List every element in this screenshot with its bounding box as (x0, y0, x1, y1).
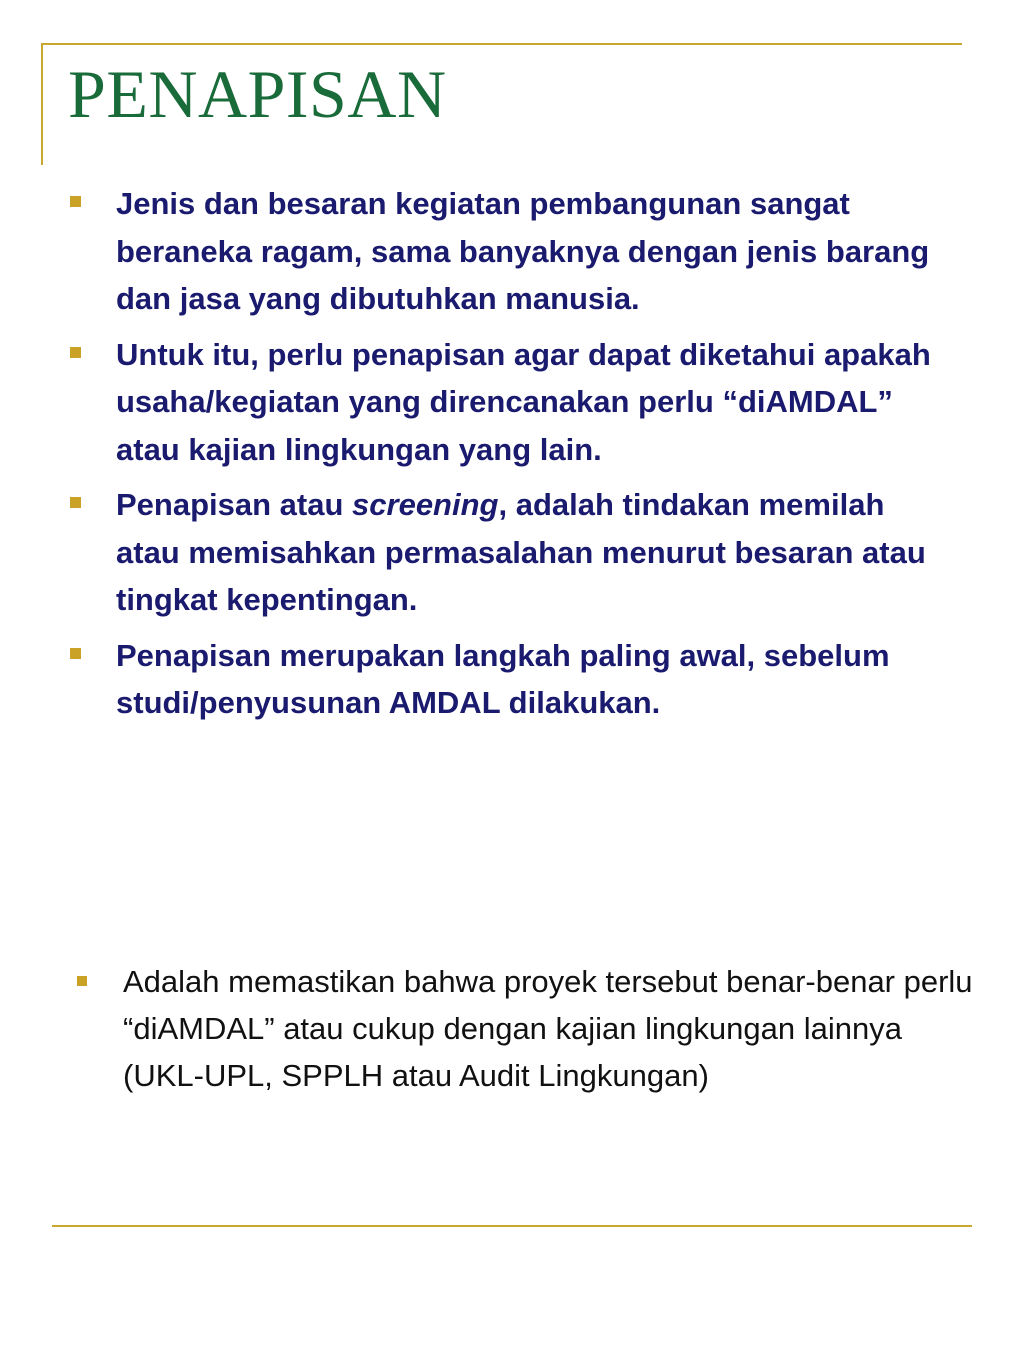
bullet-text: Jenis dan besaran kegiatan pembangunan sangat beraneka ragam, sama banyaknya dengan jenis barang dan jasa yang dibutuhkan manusia. (116, 186, 930, 316)
secondary-bullet-list (75, 958, 985, 1099)
title-left-rule (41, 43, 43, 165)
bullet-item (68, 180, 948, 323)
bullet-item (68, 632, 948, 727)
square-bullet-icon (70, 196, 81, 207)
bullet-text: Untuk itu, perlu penapisan agar dapat diketahui apakah usaha/kegiatan yang direncanakan perlu “diAMDAL” atau kajian lingkungan yang lain. (116, 336, 931, 467)
slide-title: PENAPISAN (68, 56, 447, 132)
bullet-text: Penapisan merupakan langkah paling awal, sebelum studi/penyusunan AMDAL dilakukan. (116, 637, 890, 720)
bullet-emphasis: screening (352, 487, 499, 522)
bullet-text-end: , adalah tindakan memilah atau memisahkan permasalahan menurut besaran atau tingkat kepentingan. (116, 487, 926, 617)
square-bullet-icon (77, 976, 87, 986)
square-bullet-icon (70, 648, 81, 659)
bullet-item (68, 331, 948, 474)
main-bullet-list (68, 180, 948, 735)
secondary-bullet-text: Adalah memastikan bahwa proyek tersebut benar-benar perlu “diAMDAL” atau cukup dengan kajian lingkungan lainnya (UKL-UPL, SPPLH atau Audit Lingkungan) (123, 964, 973, 1093)
bullet-text-start: Penapisan atau (116, 487, 353, 522)
square-bullet-icon (70, 497, 81, 508)
square-bullet-icon (70, 347, 81, 358)
bullet-item (68, 481, 948, 624)
secondary-bullet-item (75, 958, 985, 1099)
title-top-rule (41, 43, 962, 45)
bottom-rule (52, 1225, 972, 1227)
